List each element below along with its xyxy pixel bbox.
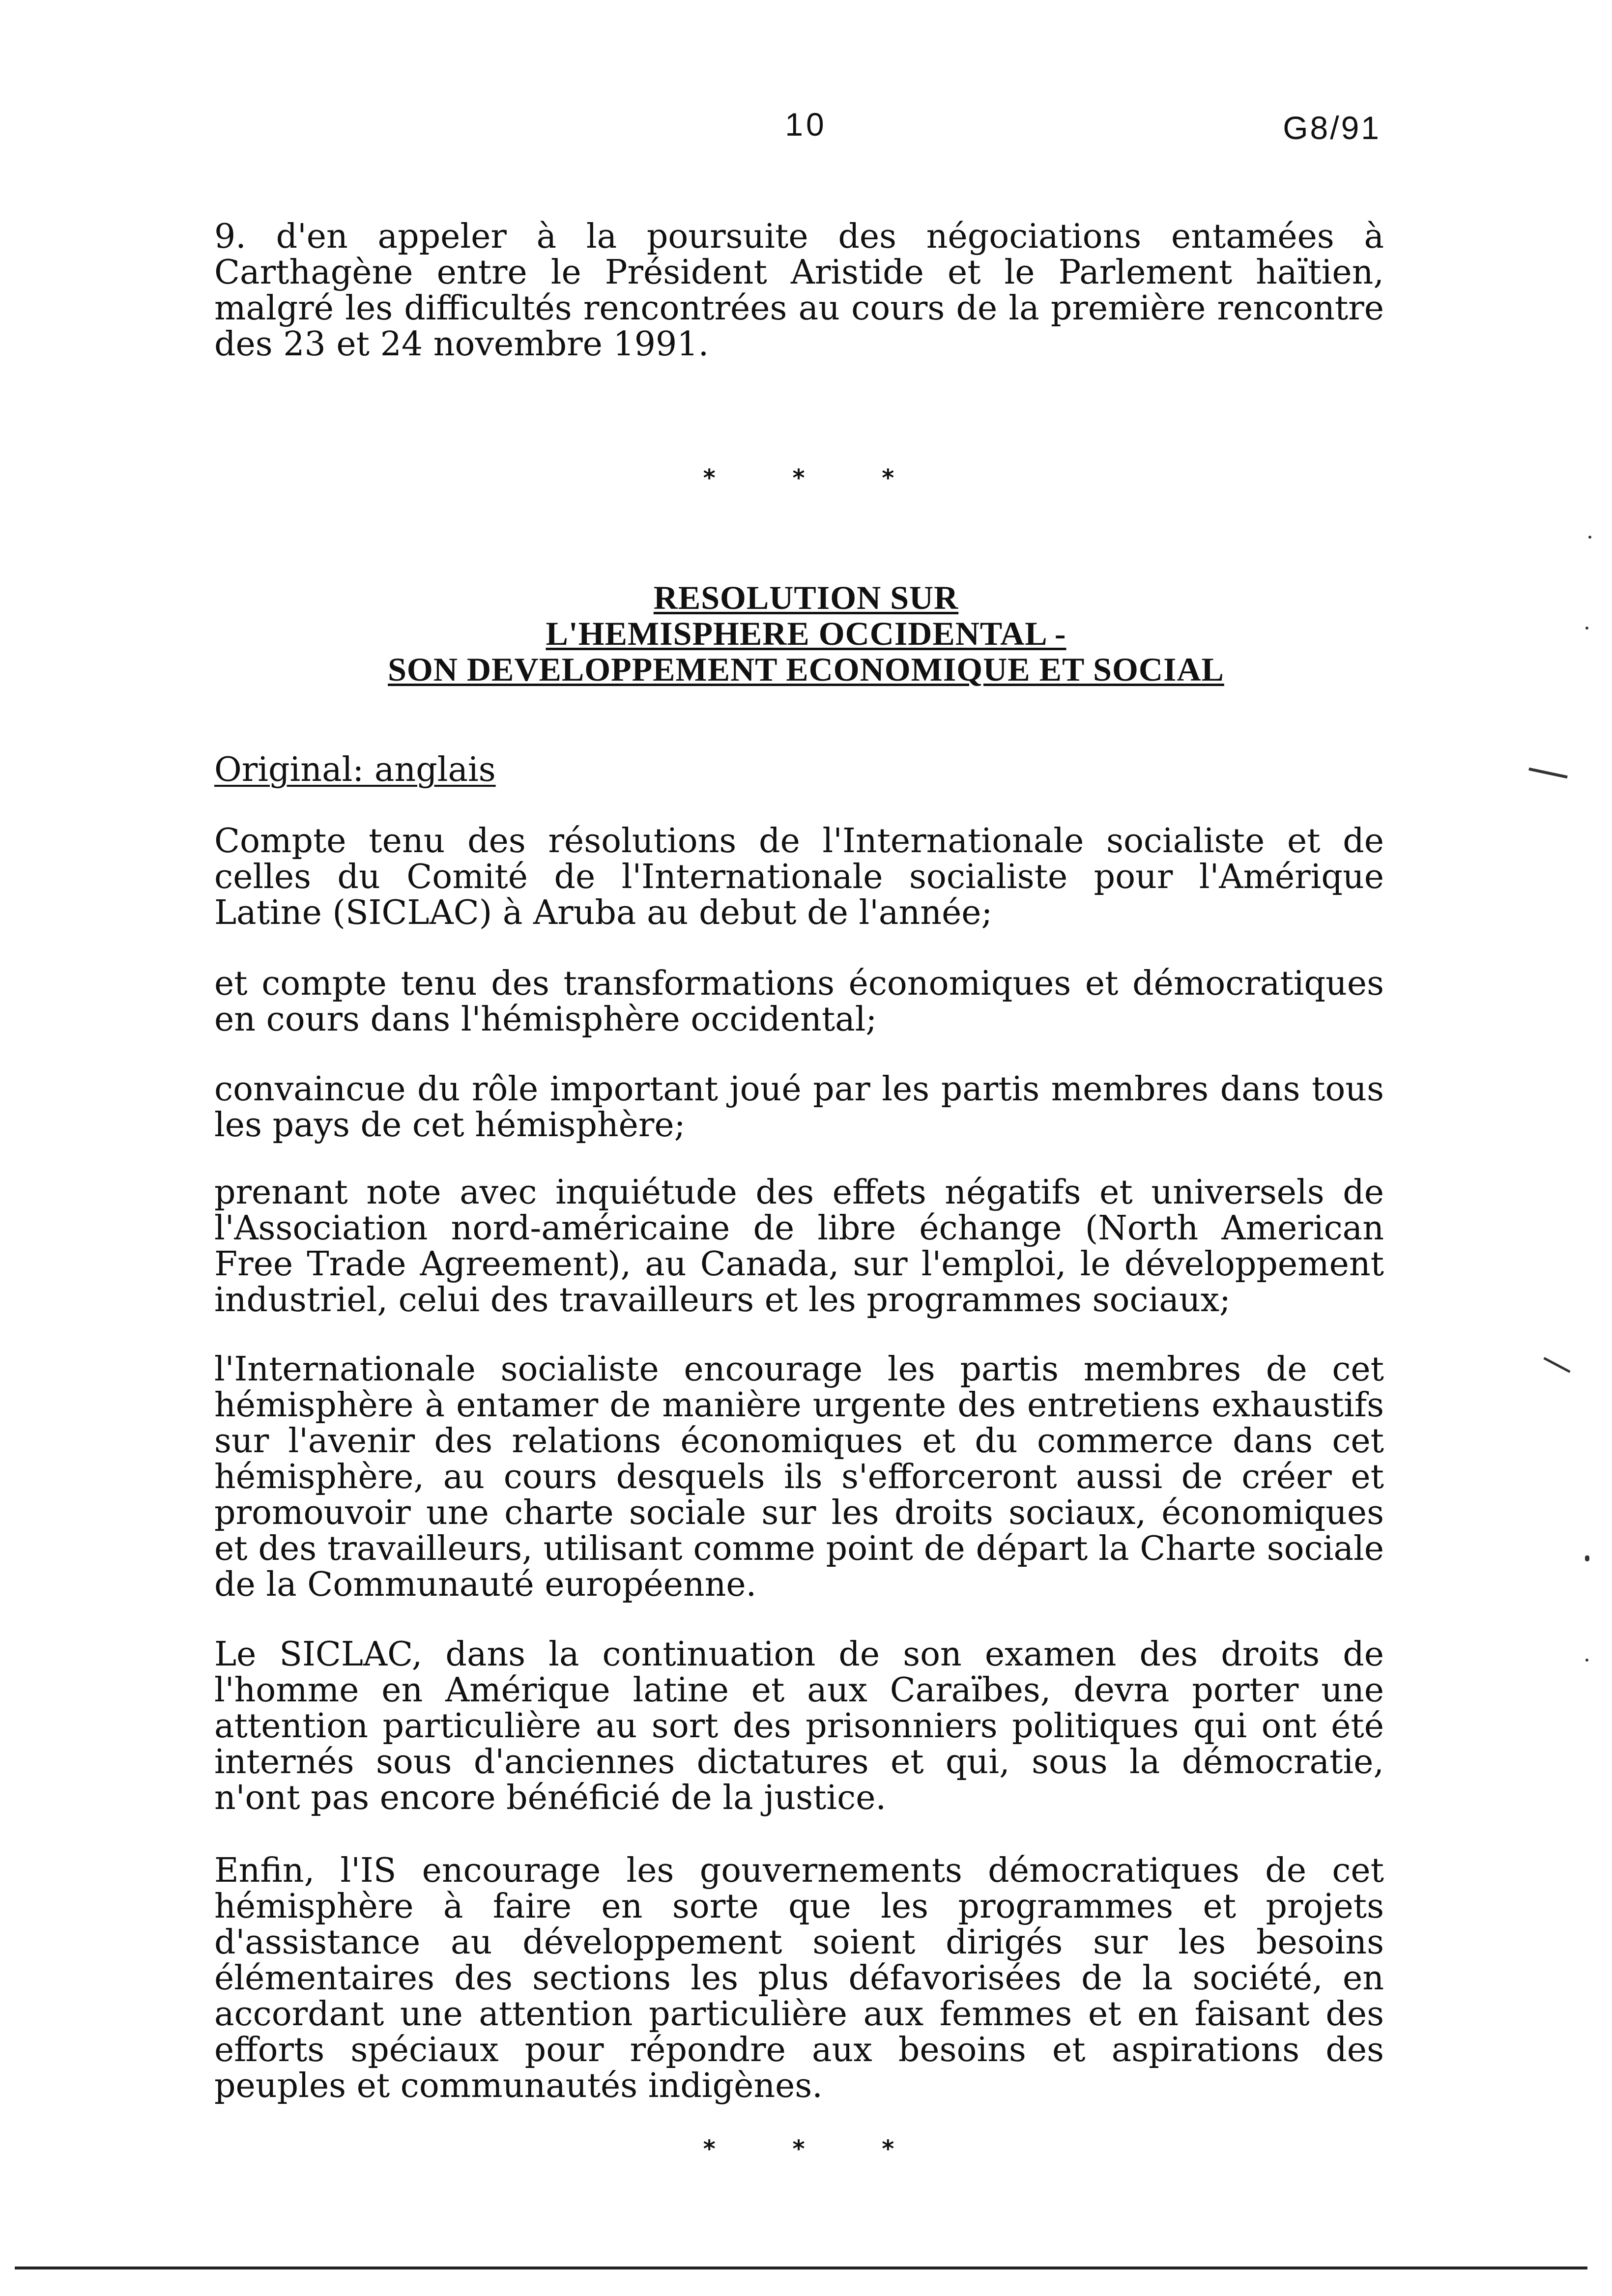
- paragraph: Enfin, l'IS encourage les gouvernements démocratiques de cet hémisphère à faire en sorte que les programmes et projets d'assistance au développement soient dirigés sur les besoins élémentaires des sections les plus défavorisées de la société, en accordant une attention particulière aux femmes et en faisant des efforts spéciaux pour répondre aux besoins et aspirations des peuples et communautés indigènes.: [214, 1851, 1384, 2105]
- original-language-note: Original: anglais: [214, 750, 496, 789]
- scan-speck: [1585, 1555, 1589, 1561]
- separator-stars: * * *: [703, 2135, 929, 2163]
- document-reference: G8/91: [1283, 110, 1381, 146]
- scan-speck: [1585, 627, 1588, 630]
- scan-speck: [1585, 1659, 1588, 1662]
- paragraph: et compte tenu des transformations économiques et démocratiques en cours dans l'hémisphère occidental;: [214, 964, 1384, 1039]
- separator-stars: * * *: [703, 464, 929, 492]
- paragraph: convaincue du rôle important joué par les partis membres dans tous les pays de cet hémisphère;: [214, 1070, 1384, 1145]
- paragraph: Compte tenu des résolutions de l'Internationale socialiste et de celles du Comité de l'Internationale socialiste pour l'Amérique Latine (SICLAC) à Aruba au debut de l'année;: [214, 822, 1384, 932]
- resolution-title: [0, 580, 1612, 688]
- paragraph: prenant note avec inquiétude des effets négatifs et universels de l'Association nord-américaine de libre échange (North American Free Trade Agreement), au Canada, sur l'emploi, le développement industriel, celui des travailleurs et les programmes sociaux;: [214, 1173, 1384, 1320]
- page-number: 10: [785, 106, 827, 143]
- title-line-3: SON DEVELOPPEMENT ECONOMIQUE ET SOCIAL: [388, 651, 1224, 688]
- scan-mark: [1528, 768, 1567, 779]
- title-line-1: RESOLUTION SUR: [653, 579, 959, 616]
- page-bottom-rule: [15, 2267, 1587, 2269]
- paragraph-9: 9. d'en appeler à la poursuite des négociations entamées à Carthagène entre le Président Aristide et le Parlement haïtien, malgré les difficultés rencontrées au cours de la première rencontre des 23 et 24 novembre 1991.: [214, 217, 1384, 364]
- paragraph: l'Internationale socialiste encourage les partis membres de cet hémisphère à entamer de manière urgente des entretiens exhaustifs sur l'avenir des relations économiques et du commerce dans cet hémisphère, au cours desquels ils s'efforceront aussi de créer et promouvoir une charte sociale sur les droits sociaux, économiques et des travailleurs, utilisant comme point de départ la Charte sociale de la Communauté européenne.: [214, 1350, 1384, 1604]
- paragraph: Le SICLAC, dans la continuation de son examen des droits de l'homme en Amérique latine et aux Caraïbes, devra porter une attention particulière au sort des prisonniers politiques qui ont été internés sous d'anciennes dictatures et qui, sous la démocratie, n'ont pas encore bénéficié de la justice.: [214, 1635, 1384, 1817]
- title-line-2: L'HEMISPHERE OCCIDENTAL -: [546, 615, 1066, 652]
- scan-mark: [1543, 1357, 1570, 1373]
- scan-speck: [1588, 536, 1591, 539]
